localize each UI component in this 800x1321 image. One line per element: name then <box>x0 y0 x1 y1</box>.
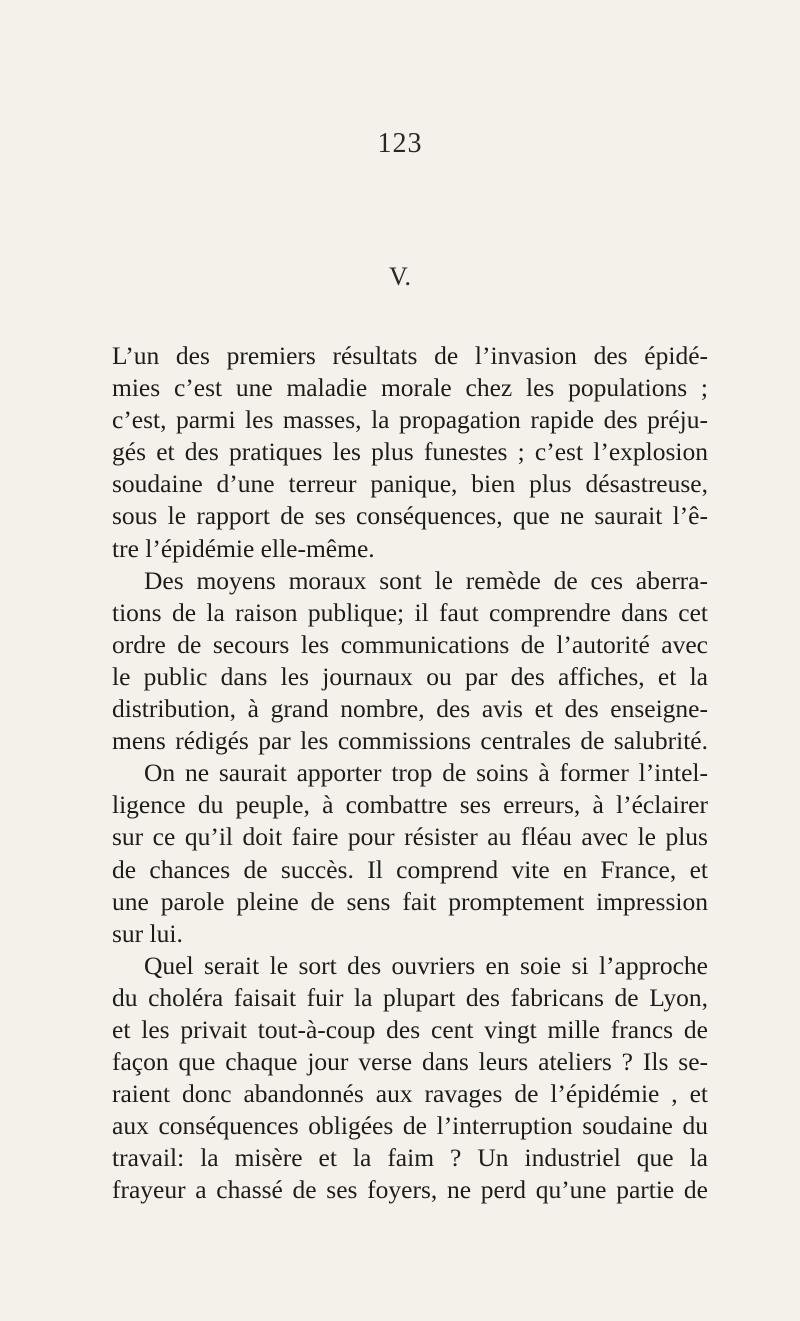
text-line: L’un des premiers résultats de l’invasion des épidé- <box>112 341 708 370</box>
text-line: le public dans les journaux ou par des affiches, et la <box>112 661 708 691</box>
text-line: aux conséquences obligées de l’interruption soudaine du <box>112 1111 708 1141</box>
text-line: raient donc abandonnés aux ravages de l’épidémie , et <box>112 1079 708 1109</box>
text-line: travail: la misère et la faim ? Un industriel que la <box>112 1143 708 1173</box>
text-line: de chances de succès. Il comprend vite en France, et <box>112 854 708 884</box>
body-text <box>112 340 708 1207</box>
text-line: une parole pleine de sens fait promptement impression <box>112 886 708 916</box>
text-line: ligence du peuple, à combattre ses erreurs, à l’éclairer <box>112 790 708 820</box>
text-line: mens rédigés par les commissions centrales de salubrité. <box>112 726 708 756</box>
text-line: distribution, à grand nombre, des avis et des enseigne- <box>112 694 708 724</box>
text-line: On ne saurait apporter trop de soins à former l’intel- <box>144 758 708 788</box>
text-line: façon que chaque jour verse dans leurs ateliers ? Ils se- <box>112 1047 708 1077</box>
text-line: du choléra faisait fuir la plupart des fabricans de Lyon, <box>112 982 708 1012</box>
text-line: mies c’est une maladie morale chez les populations ; <box>112 373 708 403</box>
text-line: Des moyens moraux sont le remède de ces aberra- <box>144 565 708 595</box>
text-line: sur ce qu’il doit faire pour résister au fléau avec le plus <box>112 822 708 852</box>
text-line: c’est, parmi les masses, la propagation rapide des préju- <box>112 405 708 435</box>
page-number: 123 <box>377 128 423 159</box>
text-line: tions de la raison publique; il faut comprendre dans cet <box>112 597 708 627</box>
text-line: sous le rapport de ses conséquences, que ne saurait l’ê- <box>112 501 708 531</box>
text-line: tre l’épidémie elle-même. <box>112 533 375 563</box>
text-line: frayeur a chassé de ses foyers, ne perd qu’une partie de <box>112 1175 708 1205</box>
text-line: Quel serait le sort des ouvriers en soie si l’approche <box>144 950 708 980</box>
text-line: et les privait tout-à-coup des cent vingt mille francs de <box>112 1014 708 1044</box>
section-heading: V. <box>389 262 411 291</box>
text-line: ordre de secours les communications de l’autorité avec <box>112 629 708 659</box>
text-line: gés et des pratiques les plus funestes ; c’est l’explosion <box>112 437 708 467</box>
text-line: soudaine d’une terreur panique, bien plus désastreuse, <box>112 469 708 499</box>
text-line: sur lui. <box>112 918 183 948</box>
